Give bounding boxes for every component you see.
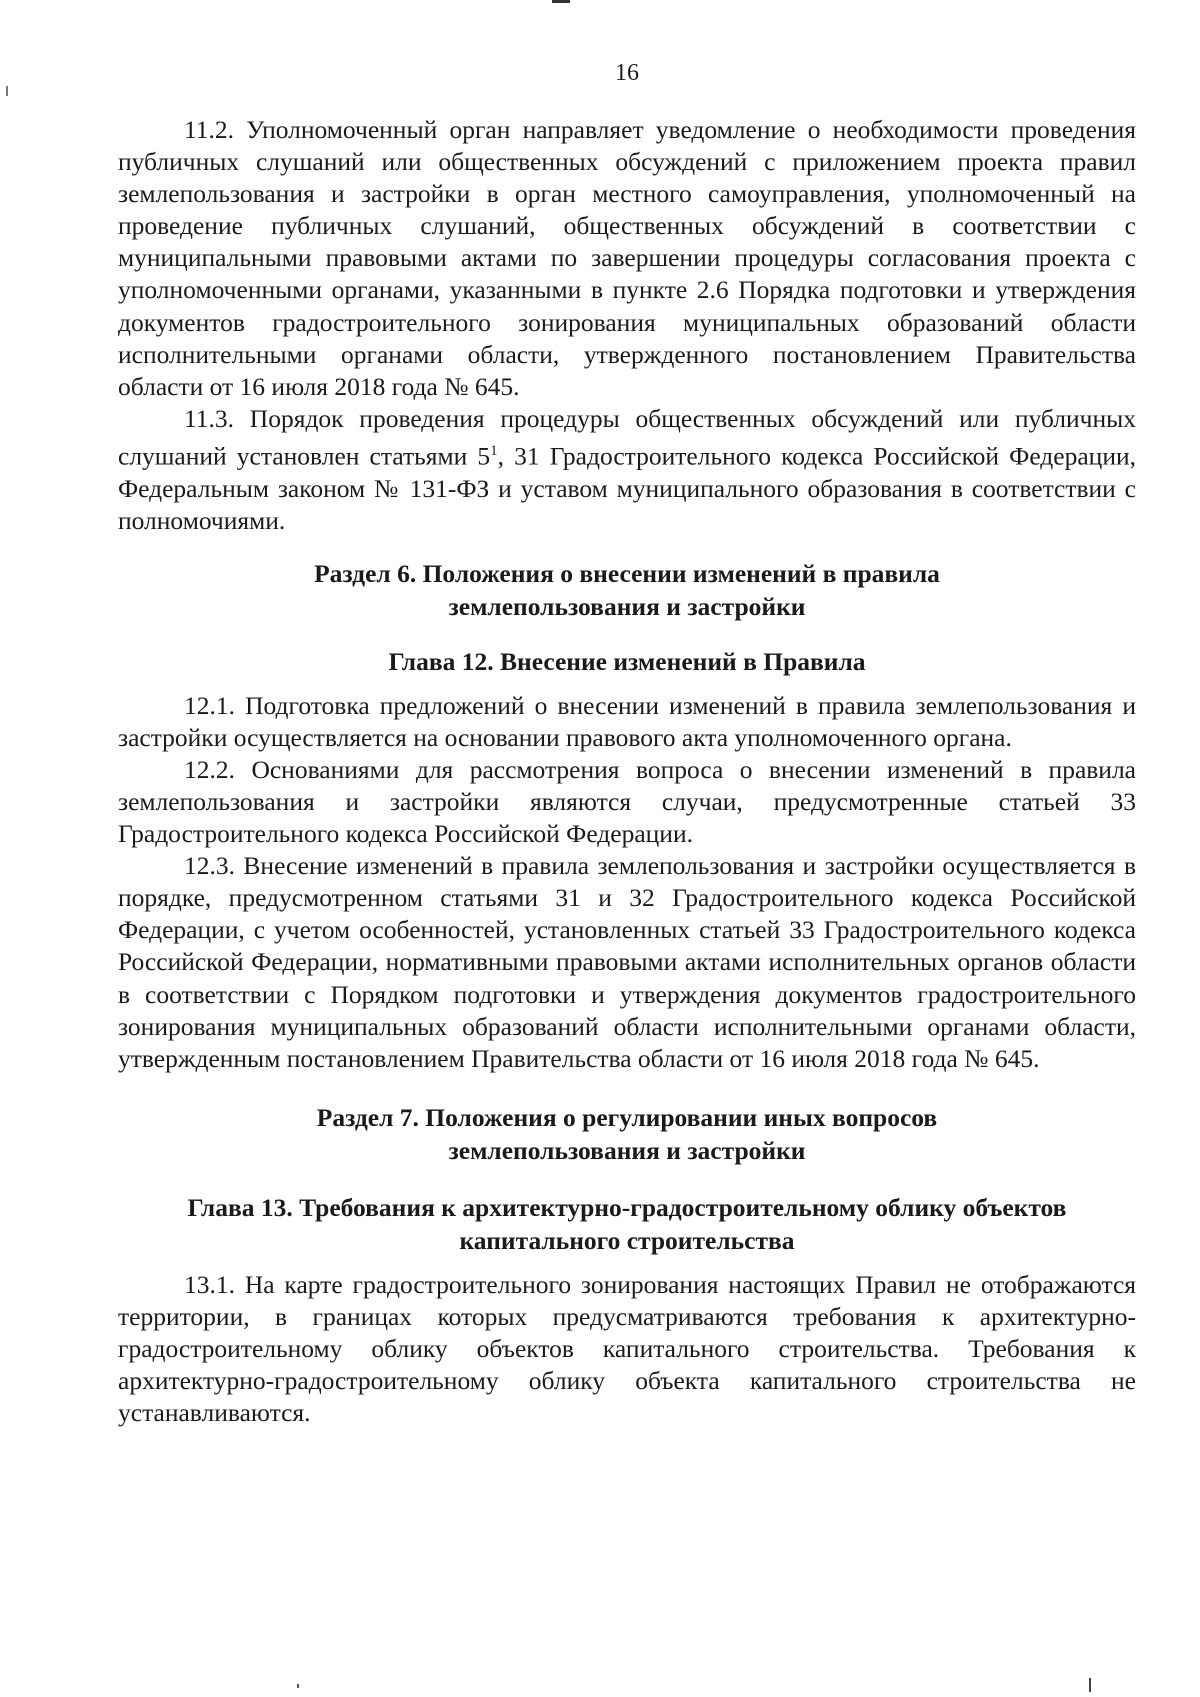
paragraph-11-3 <box>118 403 1136 537</box>
section-7-heading <box>118 1101 1136 1167</box>
chapter-13-title-line2: капитального строительства <box>459 1225 795 1255</box>
page-number: 16 <box>615 60 639 86</box>
section-6-title-line1: Раздел 6. Положения о внесении изменений в правила <box>314 558 940 588</box>
paragraph-12-3: 12.3. Внесение изменений в правила землепользования и застройки осуществляется в порядке, предусмотренном статьями 31 и 32 Градостроительного кодекса Российской Федерации, с учетом особенностей, установленных статьей 33 Градостроительного кодекса Российской Федерации, нормативными правовыми актами исполнительных органов области в соответствии с Порядком подготовки и утверждения документов градостроительного зонирования муниципальных образований области исполнительными органами области, утвержденным постановлением Правительства области от 16 июля 2018 года № 645. <box>118 851 1136 1073</box>
section-7-title-line1: Раздел 7. Положения о регулировании иных вопросов <box>316 1102 938 1132</box>
scan-side-mark <box>6 86 8 96</box>
scan-bottom-dot <box>297 1684 299 1688</box>
paragraph-12-2: 12.2. Основаниями для рассмотрения вопроса о внесении изменений в правила землепользования и застройки являются случаи, предусмотренные статьей 33 Градостроительного кодекса Российской Федерации. <box>118 754 1136 849</box>
scan-top-mark <box>552 0 570 3</box>
chapter-12-heading: Глава 12. Внесение изменений в Правила <box>388 646 866 676</box>
superscript-footnote: 1 <box>490 442 498 459</box>
section-7-title-line2: землепользования и застройки <box>448 1135 806 1165</box>
paragraph-11-3-before: 11.3. Порядок проведения процедуры общественных обсуждений или публичных слушаний установлен статьями 5 <box>118 403 1136 471</box>
paragraph-12-1: 12.1. Подготовка предложений о внесении изменений в правила землепользования и застройки осуществляется на основании правового акта уполномоченного органа. <box>118 690 1136 752</box>
paragraph-11-3-after: , 31 Градостроительного кодекса Российской Федерации, Федеральным законом № 131-ФЗ и уставом муниципального образования в соответствии с полномочиями. <box>118 441 1136 535</box>
section-6-heading <box>118 557 1136 623</box>
chapter-13-title-line1: Глава 13. Требования к архитектурно-градостроительному облику объектов <box>187 1192 1067 1222</box>
document-body <box>118 114 1136 1429</box>
chapter-13-heading <box>118 1191 1136 1257</box>
paragraph-13-1: 13.1. На карте градостроительного зонирования настоящих Правил не отображаются территории, в границах которых предусматриваются требования к архитектурно-градостроительному облику объектов капитального строительства. Требования к архитектурно-градостроительному облику объекта капитального строительства не устанавливаются. <box>118 1269 1136 1428</box>
scan-bottom-tick <box>1089 1678 1091 1692</box>
paragraph-11-2: 11.2. Уполномоченный орган направляет уведомление о необходимости проведения публичных слушаний или общественных обсуждений с приложением проекта правил землепользования и застройки в орган местного самоуправления, уполномоченный на проведение публичных слушаний, общественных обсуждений в соответствии с муниципальными правовыми актами по завершении процедуры согласования проекта с уполномоченными органами, указанными в пункте 2.6 Порядка подготовки и утверждения документов градостроительного зонирования муниципальных образований области исполнительными органами области, утвержденного постановлением Правительства области от 16 июля 2018 года № 645. <box>118 115 1136 401</box>
section-6-title-line2: землепользования и застройки <box>448 591 806 621</box>
